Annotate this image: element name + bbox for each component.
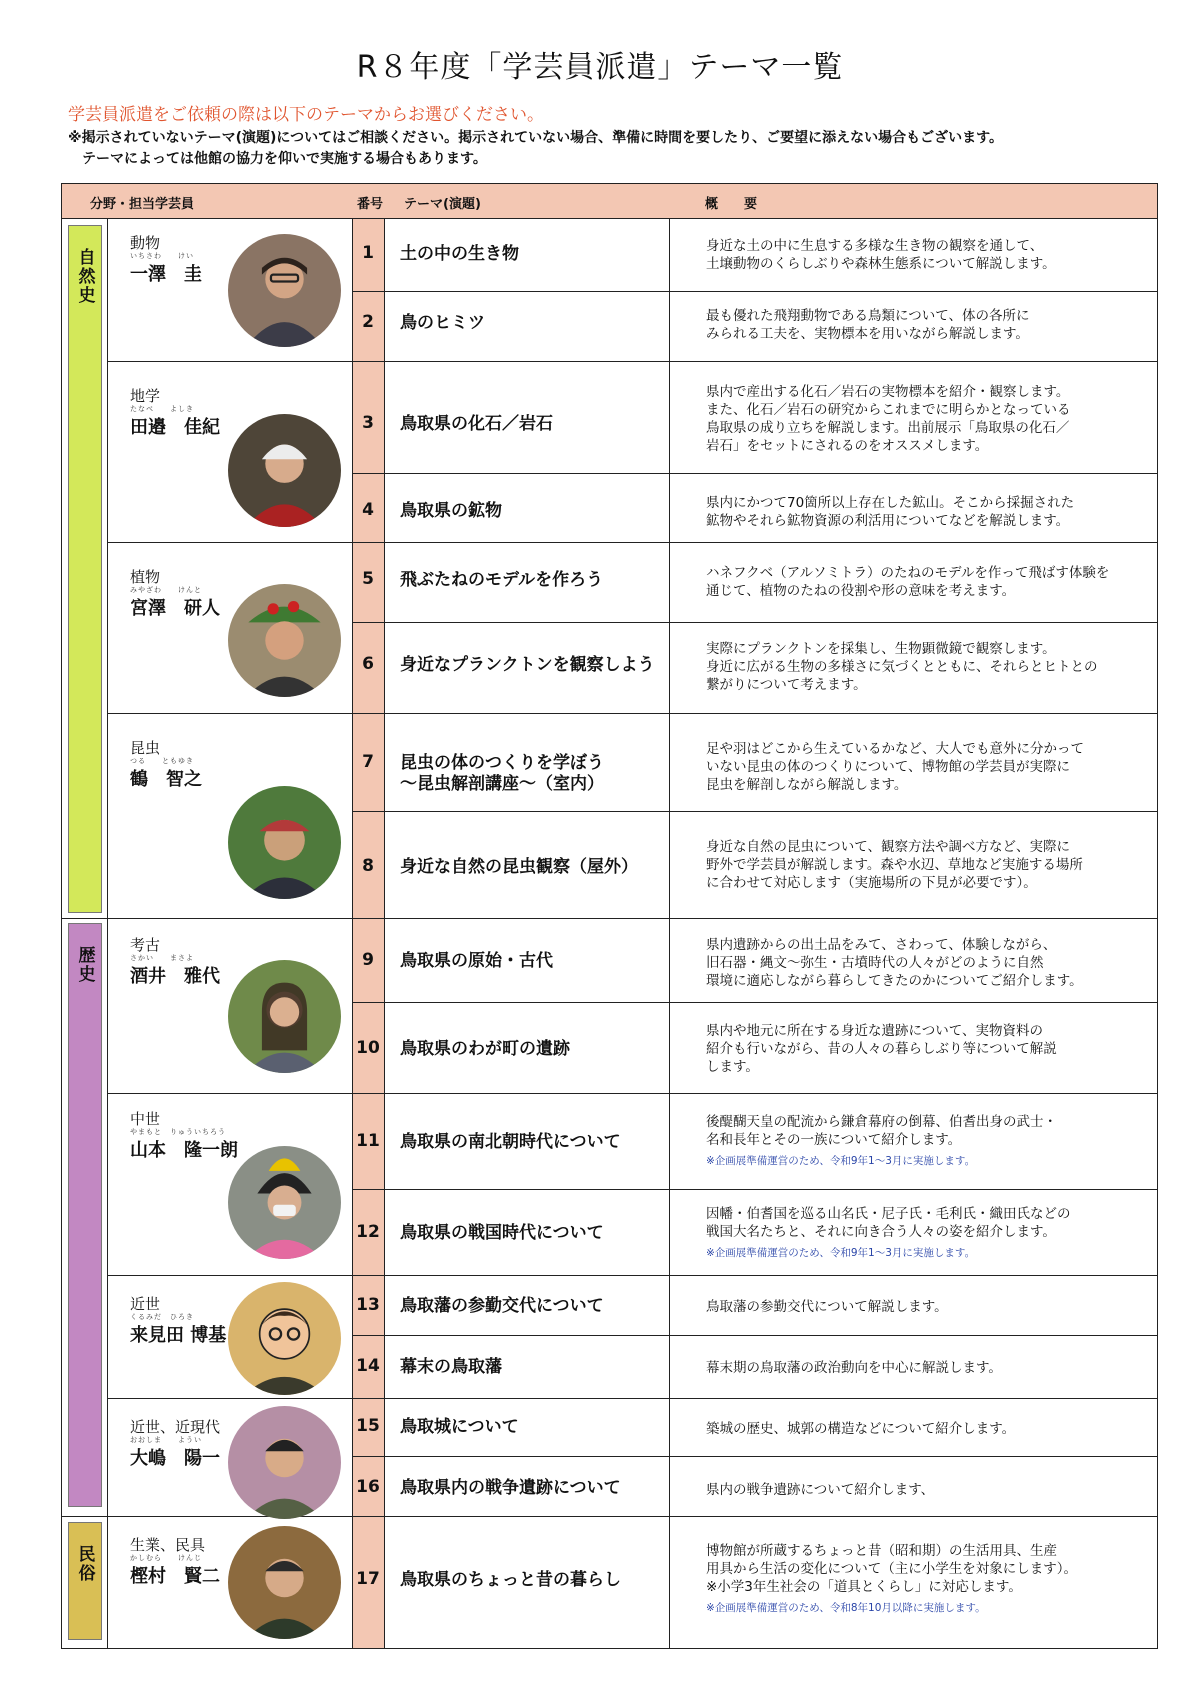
desc-line: 野外で学芸員が解説します。森や水辺、草地など実施する場所 — [706, 857, 1083, 873]
desc-line: ハネフクベ（アルソミトラ）のたねのモデルを作って飛ばす体験を — [706, 565, 1110, 581]
desc-line: ※小学3年生社会の「道具とくらし」に対応します。 — [706, 1579, 1022, 1595]
desc-line: 因幡・伯耆国を巡る山名氏・尼子氏・毛利氏・織田氏などの — [706, 1206, 1071, 1222]
category-label: 民俗 — [74, 1545, 95, 1583]
row-number: 12 — [356, 1222, 380, 1242]
desc-line: 幕末期の鳥取藩の政治動向を中心に解説します。 — [706, 1360, 1002, 1376]
desc-line: 岩石」をセットにされるのをオススメします。 — [706, 438, 989, 454]
row-theme: 鳥取県の南北朝時代について — [400, 1132, 621, 1152]
header-field: 分野・担当学芸員 — [90, 197, 195, 212]
staff-name: 田邉 佳紀 — [130, 417, 220, 438]
desc-line: 紹介も行いながら、昔の人々の暮らしぶり等について解説 — [706, 1041, 1057, 1057]
staff-ruby: かしむら けんじ — [130, 1554, 202, 1562]
page-title: R８年度「学芸員派遣」テーマ一覧 — [356, 50, 844, 85]
row-theme: 身近なプランクトンを観察しよう — [400, 655, 655, 675]
row-theme: 鳥取県のわが町の遺跡 — [400, 1039, 570, 1059]
desc-line: また、化石／岩石の研究からこれまでに明らかとなっている — [706, 402, 1071, 418]
note-line: テーマによっては他館の協力を仰いで実施する場合もあります。 — [82, 151, 487, 167]
desc-line: します。 — [706, 1059, 759, 1075]
header-number: 番号 — [357, 197, 384, 212]
desc-line: 用具から生活の変化について（主に小学生を対象にします）。 — [706, 1561, 1077, 1577]
desc-line: 名和長年とその一族について紹介します。 — [706, 1132, 962, 1148]
desc-line: 実際にプランクトンを採集し、生物顕微鏡で観察します。 — [706, 641, 1056, 657]
desc-line: 鳥取県の成り立ちを解説します。出前展示「鳥取県の化石／ — [706, 420, 1070, 436]
desc-line: いない昆虫の体のつくりについて、博物館の学芸員が実際に — [706, 759, 1070, 775]
desc-line: 身近な土の中に生息する多様な生き物の観察を通して、 — [706, 238, 1044, 254]
staff-name: 一澤 圭 — [130, 264, 202, 285]
staff-name: 山本 隆一朗 — [130, 1140, 238, 1161]
row-number: 11 — [356, 1131, 380, 1151]
row-theme: 鳥取県の戦国時代について — [400, 1223, 604, 1243]
subtitle: 学芸員派遣をご依頼の際は以下のテーマからお選びください。 — [68, 105, 544, 125]
row-theme: 鳥取県の化石／岩石 — [400, 414, 553, 434]
staff-ruby: つる ともゆき — [130, 757, 194, 765]
staff-name: 来見田 博基 — [130, 1325, 227, 1346]
row-number: 10 — [356, 1038, 380, 1058]
note-line: ※掲示されていないテーマ(演題)についてはご相談ください。掲示されていない場合、準備に時間を要したり、ご要望に添えない場合もございます。 — [68, 130, 1004, 146]
row-number: 5 — [362, 569, 374, 589]
staff-ruby: やまもと りゅういちろう — [130, 1128, 226, 1136]
desc-line: 昆虫を解剖しながら解説します。 — [706, 777, 908, 793]
schedule-note: ※企画展準備運営のため、令和9年1～3月に実施します。 — [706, 1247, 976, 1259]
desc-line: 築城の歴史、城郭の構造などについて紹介します。 — [706, 1421, 1016, 1437]
row-number: 9 — [362, 950, 374, 970]
desc-line: 環境に適応しながら暮らしてきたのかについてご紹介します。 — [706, 973, 1083, 989]
desc-line: 県内や地元に所在する身近な遺跡について、実物資料の — [706, 1023, 1043, 1039]
row-number: 1 — [362, 243, 374, 263]
row-theme: 鳥取藩の参勤交代について — [400, 1296, 604, 1316]
desc-line: 足や羽はどこから生えているかなど、大人でも意外に分かって — [706, 741, 1084, 757]
desc-line: に合わせて対応します（実施場所の下見が必要です）。 — [706, 875, 1037, 891]
desc-line: 最も優れた飛翔動物である鳥類について、体の各所に — [706, 308, 1030, 324]
row-theme: 飛ぶたねのモデルを作ろう — [400, 570, 604, 590]
schedule-note: ※企画展準備運営のため、令和9年1～3月に実施します。 — [706, 1155, 976, 1167]
desc-line: 鉱物やそれら鉱物資源の利活用についてなどを解説します。 — [706, 513, 1070, 529]
staff-field: 近世 — [130, 1295, 161, 1313]
staff-field: 植物 — [130, 568, 161, 586]
header-theme: テーマ(演題) — [404, 197, 481, 212]
staff-ruby: おおしま ようい — [130, 1436, 202, 1444]
notes — [68, 128, 1003, 170]
desc-line: 身近な自然の昆虫について、観察方法や調べ方など、実際に — [706, 839, 1070, 855]
row-theme: 鳥取県の鉱物 — [400, 501, 502, 521]
theme-line: 昆虫の体のつくりを学ぼう — [400, 753, 604, 773]
desc-line: 県内遺跡からの出土品をみて、さわって、体験しながら、 — [706, 937, 1057, 953]
staff-ruby: くるみだ ひろき — [130, 1313, 194, 1321]
desc-line: 繋がりについて考えます。 — [706, 677, 867, 693]
row-theme: 鳥取城について — [400, 1417, 519, 1437]
desc-line: 鳥取藩の参勤交代について解説します。 — [706, 1299, 948, 1315]
staff-ruby: いちさわ けい — [130, 252, 194, 260]
desc-line: 旧石器・縄文～弥生・古墳時代の人々がどのように自然 — [706, 955, 1044, 971]
row-number: 15 — [356, 1416, 380, 1436]
category-label: 歴史 — [74, 946, 95, 984]
desc-line: 戦国大名たちと、それに向き合う人々の姿を紹介します。 — [706, 1224, 1056, 1240]
desc-line: 県内にかつて70箇所以上存在した鉱山。そこから採掘された — [706, 495, 1075, 511]
row-number: 3 — [362, 413, 374, 433]
row-number: 8 — [362, 856, 374, 876]
row-theme: 鳥取県内の戦争遺跡について — [400, 1478, 621, 1498]
staff-ruby: みやざわ けんと — [130, 586, 202, 594]
row-number: 17 — [356, 1569, 380, 1589]
theme-line: ～昆虫解剖講座～（室内） — [400, 774, 604, 794]
staff-name: 鶴 智之 — [130, 769, 202, 790]
row-number: 4 — [362, 500, 374, 520]
desc-line: 後醍醐天皇の配流から鎌倉幕府の倒幕、伯耆出身の武士・ — [706, 1114, 1057, 1130]
staff-name: 酒井 雅代 — [130, 966, 220, 987]
row-number: 14 — [356, 1356, 380, 1376]
staff-name: 樫村 賢二 — [130, 1566, 220, 1587]
staff-ruby: さかい まさよ — [130, 954, 194, 962]
row-number: 13 — [356, 1295, 380, 1315]
row-theme: 鳥取県のちょっと昔の暮らし — [400, 1570, 621, 1590]
desc-line: 博物館が所蔵するちょっと昔（昭和期）の生活用具、生産 — [706, 1543, 1057, 1559]
row-number: 7 — [362, 752, 374, 772]
desc-line: 身近に広がる生物の多様さに気づくとともに、それらとヒトとの — [706, 659, 1098, 675]
row-number: 2 — [362, 312, 374, 332]
row-theme: 土の中の生き物 — [400, 244, 519, 264]
staff-field: 中世 — [130, 1110, 161, 1128]
row-theme: 幕末の鳥取藩 — [400, 1357, 502, 1377]
desc-line: みられる工夫を、実物標本を用いながら解説します。 — [706, 326, 1029, 342]
row-number: 16 — [356, 1477, 380, 1497]
row-theme: 鳥のヒミツ — [400, 313, 485, 333]
staff-name: 大嶋 陽一 — [130, 1448, 220, 1469]
row-number: 6 — [362, 654, 374, 674]
header-summary: 概 要 — [705, 197, 758, 212]
category-label: 自然史 — [74, 248, 95, 305]
staff-name: 宮澤 研人 — [130, 598, 220, 619]
table-frame — [61, 183, 1158, 1649]
staff-field: 考古 — [130, 936, 161, 954]
staff-field: 地学 — [130, 387, 161, 405]
desc-line: 県内で産出する化石／岩石の実物標本を紹介・観察します。 — [706, 384, 1070, 400]
staff-field: 近世、近現代 — [130, 1418, 221, 1436]
desc-line: 県内の戦争遺跡について紹介します、 — [706, 1482, 935, 1498]
desc-line: 通じて、植物のたねの役割や形の意味を考えます。 — [706, 583, 1016, 599]
staff-ruby: たなべ よしき — [130, 405, 194, 413]
staff-field: 昆虫 — [130, 739, 161, 757]
desc-line: 土壌動物のくらしぶりや森林生態系について解説します。 — [706, 256, 1056, 272]
row-theme: 身近な自然の昆虫観察（屋外） — [400, 857, 638, 877]
staff-field: 生業、民具 — [130, 1536, 206, 1554]
staff-field: 動物 — [130, 234, 161, 252]
row-theme: 鳥取県の原始・古代 — [400, 951, 553, 971]
schedule-note: ※企画展準備運営のため、令和8年10月以降に実施します。 — [706, 1602, 986, 1614]
